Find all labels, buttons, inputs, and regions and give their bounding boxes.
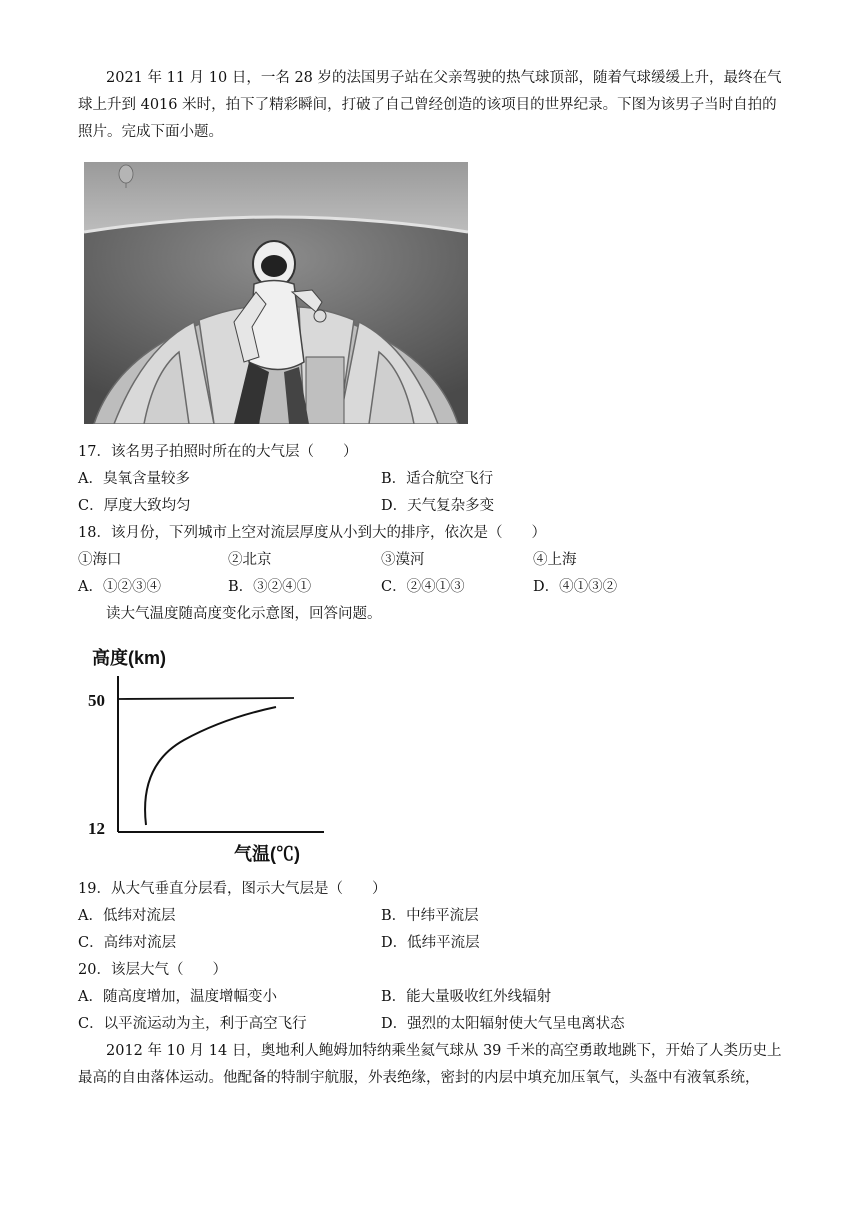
question-20-stem: 20．该层大气（ ） [78,962,227,978]
question-20-row-1 [78,984,784,1011]
question-17-option-d[interactable]: D．天气复杂多变 [381,498,495,514]
city-haikou: ①海口 [78,552,122,568]
question-19-option-d[interactable]: D．低纬平流层 [381,935,480,951]
question-19-option-c[interactable]: C．高纬对流层 [78,935,177,951]
question-20-option-b[interactable]: B．能大量吸收红外线辐射 [381,989,552,1005]
city-shanghai: ④上海 [533,552,577,568]
question-20-option-d[interactable]: D．强烈的太阳辐射使大气呈电离状态 [381,1016,625,1032]
diagram-x-axis-label: 气温(℃) [234,844,300,864]
question-17-option-c[interactable]: C．厚度大致均匀 [78,498,191,514]
question-17-row-1 [78,466,784,493]
question-19-option-a[interactable]: A．低纬对流层 [78,908,176,924]
diagram-y-axis-label: 高度(km) [92,648,167,668]
question-18-cities [78,547,784,574]
question-19-row-2 [78,930,784,957]
city-mohe: ③漠河 [381,552,425,568]
question-17-row-2 [78,493,784,520]
question-20-option-a[interactable]: A．随高度增加，温度增幅变小 [78,989,277,1005]
question-18-option-d[interactable]: D．④①③② [533,579,618,595]
balloon-selfie-photo [84,162,468,424]
question-17-stem: 17．该名男子拍照时所在的大气层（ ） [78,444,358,460]
question-18-option-a[interactable]: A．①②③④ [78,579,161,595]
diagram-top-boundary-line [118,698,294,699]
question-19-stem: 19．从大气垂直分层看，图示大气层是（ ） [78,881,387,897]
temperature-height-diagram [84,640,334,866]
diagram-y-tick-bottom: 12 [88,819,105,838]
question-19-option-b[interactable]: B．中纬平流层 [381,908,479,924]
diagram-temperature-curve [145,707,276,825]
question-18-option-b[interactable]: B．③②④① [228,579,312,595]
passage-free-fall: 2012 年 10 月 14 日，奥地利人鲍姆加特纳乘坐氦气球从 39 千米的高空勇敢地跳下，开始了人类历史上最高的自由落体运动。他配备的特制宇航服，外表绝缘，密封的内层中填充加压氧气，头盔中有液氧系统， [78,1043,782,1086]
question-17-option-b[interactable]: B．适合航空飞行 [381,471,494,487]
question-18-option-c[interactable]: C．②④①③ [381,579,465,595]
question-18-options [78,574,784,601]
question-20-option-c[interactable]: C．以平流运动为主，利于高空飞行 [78,1016,307,1032]
question-18-stem: 18．该月份，下列城市上空对流层厚度从小到大的排序，依次是（ ） [78,525,546,541]
diagram-y-tick-top: 50 [88,691,105,710]
city-beijing: ②北京 [228,552,272,568]
passage-hot-air-balloon: 2021 年 11 月 10 日，一名 28 岁的法国男子站在父亲驾驶的热气球顶部，随着气球缓缓上升，最终在气球上升到 4016 米时，拍下了精彩瞬间，打破了自己曾经创造的该项目的世界纪录。下图为该男子当时自拍的照片。完成下面小题。 [78,70,782,140]
question-20-row-2 [78,1011,784,1038]
diagram-intro: 读大气温度随高度变化示意图，回答问题。 [106,606,382,622]
question-19-row-1 [78,903,784,930]
question-17-option-a[interactable]: A．臭氧含量较多 [78,471,190,487]
